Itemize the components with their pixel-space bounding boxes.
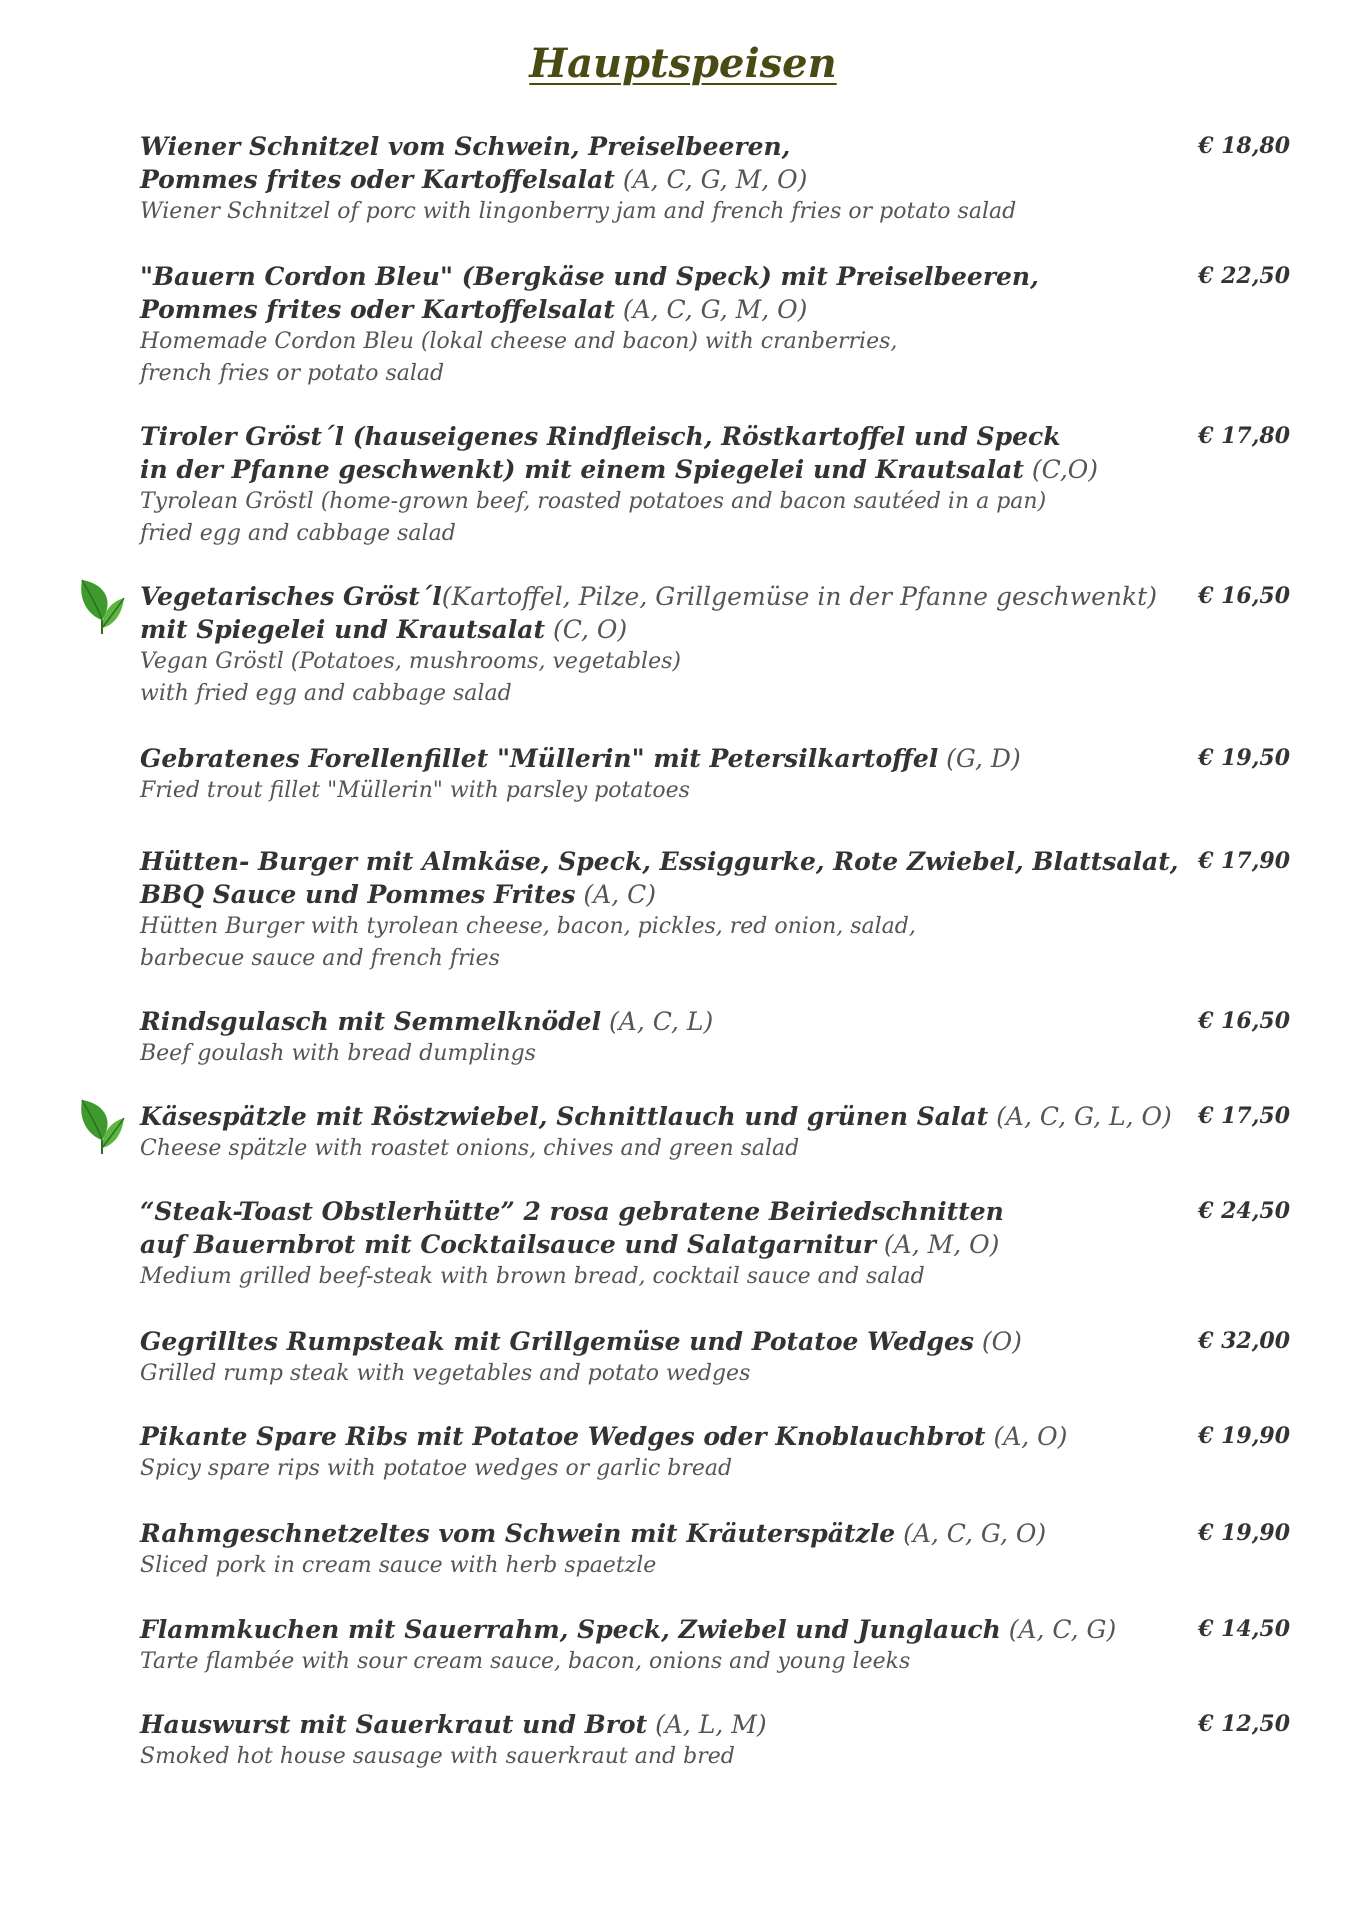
dish-name-line	[140, 845, 1179, 878]
dish-name-text: mit Spiegelei und Krautsalat	[140, 615, 546, 644]
english-description: Vegan Gröstl (Potatoes, mushrooms, vegetables)	[140, 649, 681, 674]
menu-item	[140, 260, 1290, 390]
dish-name-line	[140, 1420, 1150, 1453]
price: € 14,50	[1198, 1616, 1290, 1642]
dish-name-text: Rahmgeschnetzeltes vom Schwein mit Kräuterspätzle	[140, 1519, 896, 1548]
allergen-codes: (A, M, O)	[875, 1230, 1000, 1259]
menu-item	[140, 742, 1290, 807]
allergen-codes: (A, C, G, O)	[895, 1519, 1047, 1548]
english-description: Fried trout fillet "Müllerin" with parsley potatoes	[140, 778, 690, 803]
price: € 22,50	[1198, 263, 1290, 289]
dish-name-text: in der Pfanne geschwenkt) mit einem Spiegelei und Krautsalat	[140, 455, 1024, 484]
dish-name-text: Pikante Spare Ribs mit Potatoe Wedges oder Knoblauchbrot	[140, 1422, 986, 1451]
menu-item	[140, 580, 1290, 710]
dish-name-line	[140, 1325, 1150, 1358]
leaf-icon	[76, 576, 128, 636]
dish-name-line	[140, 878, 1150, 911]
english-description: with fried egg and cabbage salad	[140, 681, 512, 706]
dish-name-line	[140, 1195, 1150, 1228]
price: € 17,90	[1198, 848, 1290, 874]
dish-name-text: Tiroler Gröst´l (hauseigenes Rindfleisch, Röstkartoffel und Speck	[140, 422, 1061, 451]
allergen-codes: (C,O)	[1023, 455, 1099, 484]
dish-name-text: Wiener Schnitzel vom Schwein, Preiselbeeren,	[140, 132, 791, 161]
price: € 16,50	[1198, 583, 1290, 609]
price: € 19,50	[1198, 745, 1290, 771]
english-description: Tarte flambée with sour cream sauce, bacon, onions and young leeks	[140, 1649, 911, 1674]
dish-name-line	[140, 260, 1150, 293]
menu-item	[140, 420, 1290, 550]
english-description: Grilled rump steak with vegetables and potato wedges	[140, 1361, 751, 1386]
dish-name-text: BBQ Sauce und Pommes Frites	[140, 880, 576, 909]
dish-name-text: Hütten- Burger mit Almkäse, Speck, Essiggurke, Rote Zwiebel, Blattsalat,	[140, 847, 1179, 876]
allergen-codes: (O)	[973, 1327, 1022, 1356]
dish-name-text: Pommes frites oder Kartoffelsalat	[140, 165, 615, 194]
dish-name-line	[140, 613, 1150, 646]
allergen-codes: (A, O)	[985, 1422, 1068, 1451]
price: € 18,80	[1198, 133, 1290, 159]
menu-item	[140, 1325, 1290, 1390]
dish-name-line	[140, 293, 1150, 326]
allergen-codes: (A, C, L)	[601, 1007, 714, 1036]
allergen-codes: (G, D)	[938, 744, 1021, 773]
dish-name-text: “Steak-Toast Obstlerhütte” 2 rosa gebratene Beiriedschnitten	[140, 1197, 1004, 1226]
english-description: Wiener Schnitzel of porc with lingonberry jam and french fries or potato salad	[140, 199, 1017, 224]
dish-name-text: Rindsgulasch mit Semmelknödel	[140, 1007, 602, 1036]
allergen-codes: (A, L, M)	[647, 1710, 767, 1739]
allergen-codes: (A, C)	[575, 880, 656, 909]
allergen-codes: (A, C, G)	[1000, 1615, 1117, 1644]
price: € 24,50	[1198, 1198, 1290, 1224]
english-description: french fries or potato salad	[140, 361, 445, 386]
price: € 16,50	[1198, 1008, 1290, 1034]
english-description: Homemade Cordon Bleu (lokal cheese and bacon) with cranberries,	[140, 329, 898, 354]
leaf-icon	[76, 1096, 128, 1156]
price: € 17,50	[1198, 1103, 1290, 1129]
menu-item	[140, 1100, 1290, 1165]
dish-name-line	[140, 1708, 1150, 1741]
english-description: Spicy spare rips with potatoe wedges or garlic bread	[140, 1456, 733, 1481]
menu-item	[140, 1420, 1290, 1485]
menu-item	[140, 845, 1290, 975]
dish-name-line	[140, 742, 1150, 775]
english-description: Smoked hot house sausage with sauerkraut and bred	[140, 1744, 735, 1769]
price: € 12,50	[1198, 1711, 1290, 1737]
dish-name-line	[140, 1100, 1172, 1133]
dish-name-line	[140, 453, 1150, 486]
price: € 32,00	[1198, 1328, 1290, 1354]
dish-name-line	[140, 580, 1157, 613]
page-title: Hauptspeisen	[529, 40, 837, 87]
english-description: Sliced pork in cream sauce with herb spaetzle	[140, 1553, 657, 1578]
price: € 17,80	[1198, 423, 1290, 449]
dish-name-text: Vegetarisches Gröst´l	[140, 582, 442, 611]
menu-item	[140, 130, 1290, 228]
dish-name-text: auf Bauernbrot mit Cocktailsauce und Salatgarnitur	[140, 1230, 876, 1259]
english-description: Beef goulash with bread dumplings	[140, 1041, 536, 1066]
dish-name-line	[140, 1613, 1150, 1646]
dish-name-text: Gebratenes Forellenfillet "Müllerin" mit Petersilkartoffel	[140, 744, 939, 773]
price: € 19,90	[1198, 1423, 1290, 1449]
english-description: fried egg and cabbage salad	[140, 521, 456, 546]
allergen-codes: (C, O)	[545, 615, 628, 644]
english-description: barbecue sauce and french fries	[140, 946, 500, 971]
menu-item	[140, 1708, 1290, 1773]
menu-item	[140, 1195, 1290, 1293]
english-description: Tyrolean Gröstl (home-grown beef, roasted potatoes and bacon sautéed in a pan)	[140, 489, 1047, 514]
dish-name-text: "Bauern Cordon Bleu" (Bergkäse und Speck) mit Preiselbeeren,	[140, 262, 1039, 291]
dish-note: (Kartoffel, Pilze, Grillgemüse in der Pfanne geschwenkt)	[441, 582, 1157, 611]
dish-name-line	[140, 163, 1150, 196]
dish-name-text: Pommes frites oder Kartoffelsalat	[140, 295, 615, 324]
price: € 19,90	[1198, 1520, 1290, 1546]
menu-item	[140, 1517, 1290, 1582]
dish-name-line	[140, 1228, 1150, 1261]
dish-name-line	[140, 130, 1150, 163]
english-description: Medium grilled beef-steak with brown bread, cocktail sauce and salad	[140, 1264, 925, 1289]
english-description: Cheese spätzle with roastet onions, chives and green salad	[140, 1136, 800, 1161]
menu-item	[140, 1613, 1290, 1678]
menu-item	[140, 1005, 1290, 1070]
dish-name-line	[140, 420, 1150, 453]
dish-name-text: Flammkuchen mit Sauerrahm, Speck, Zwiebel und Junglauch	[140, 1615, 1001, 1644]
english-description: Hütten Burger with tyrolean cheese, bacon, pickles, red onion, salad,	[140, 914, 916, 939]
dish-name-line	[140, 1005, 1150, 1038]
allergen-codes: (A, C, G, M, O)	[614, 295, 808, 324]
dish-name-text: Käsespätzle mit Röstzwiebel, Schnittlauch und grünen Salat	[140, 1102, 989, 1131]
dish-name-line	[140, 1517, 1150, 1550]
dish-name-text: Gegrilltes Rumpsteak mit Grillgemüse und Potatoe Wedges	[140, 1327, 974, 1356]
dish-name-text: Hauswurst mit Sauerkraut und Brot	[140, 1710, 648, 1739]
allergen-codes: (A, C, G, L, O)	[988, 1102, 1172, 1131]
allergen-codes: (A, C, G, M, O)	[614, 165, 808, 194]
